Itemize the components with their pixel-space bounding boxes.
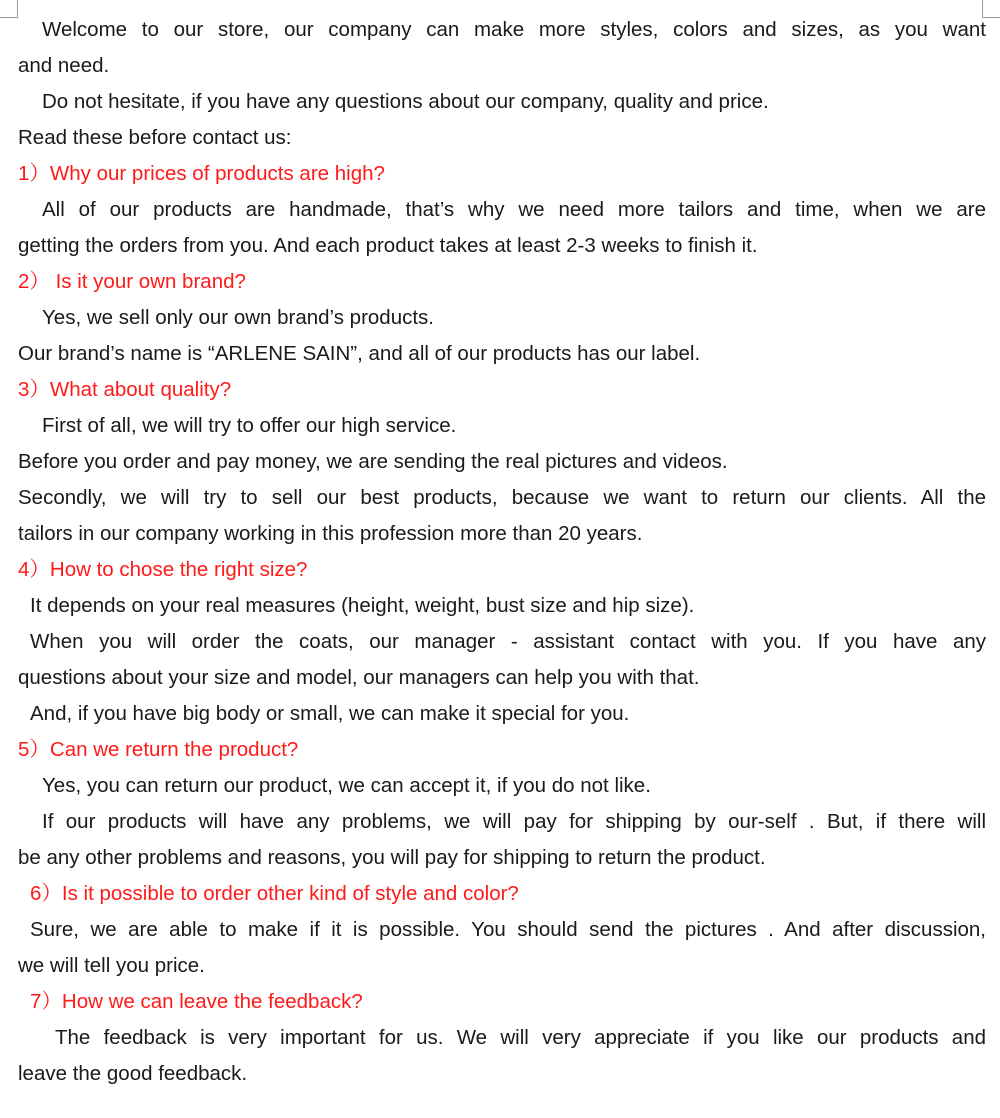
- faq-heading-5: 5）Can we return the product?: [18, 738, 299, 761]
- paragraph-line: be any other problems and reasons, you will pay for shipping to return the product.: [18, 846, 766, 869]
- faq-heading-1: 1）Why our prices of products are high?: [18, 162, 385, 185]
- paragraph-line: The feedback is very important for us. We will very appreciate if you like our products and: [55, 1026, 986, 1049]
- faq-heading-7: 7）How we can leave the feedback?: [30, 990, 363, 1013]
- paragraph-line: leave the good feedback.: [18, 1062, 248, 1085]
- paragraph-line: Sure, we are able to make if it is possible. You should send the pictures . And after discussion,: [30, 918, 986, 941]
- paragraph-line: Welcome to our store, our company can make more styles, colors and sizes, as you want: [42, 18, 986, 41]
- paragraph-line: When you will order the coats, our manager - assistant contact with you. If you have any: [30, 630, 986, 653]
- paragraph-line: Read these before contact us:: [18, 126, 292, 149]
- faq-heading-4: 4）How to chose the right size?: [18, 558, 308, 581]
- paragraph-line: If our products will have any problems, we will pay for shipping by our-self . But, if there will: [42, 810, 986, 833]
- paragraph-line: questions about your size and model, our managers can help you with that.: [18, 666, 700, 689]
- paragraph-line: And, if you have big body or small, we can make it special for you.: [30, 702, 630, 725]
- paragraph-line: we will tell you price.: [18, 954, 205, 977]
- paragraph-line: First of all, we will try to offer our high service.: [42, 414, 457, 437]
- paragraph-line: Yes, you can return our product, we can accept it, if you do not like.: [42, 774, 651, 797]
- paragraph-line: Our brand’s name is “ARLENE SAIN”, and all of our products has our label.: [18, 342, 701, 365]
- paragraph-line: tailors in our company working in this profession more than 20 years.: [18, 522, 643, 545]
- paragraph-line: Secondly, we will try to sell our best products, because we want to return our clients. All the: [18, 486, 986, 509]
- paragraph-line: Before you order and pay money, we are sending the real pictures and videos.: [18, 450, 728, 473]
- paragraph-line: and need.: [18, 54, 110, 77]
- paragraph-line: Yes, we sell only our own brand’s products.: [42, 306, 435, 329]
- faq-heading-2: 2） Is it your own brand?: [18, 270, 246, 293]
- faq-heading-3: 3）What about quality?: [18, 378, 232, 401]
- paragraph-line: getting the orders from you. And each product takes at least 2-3 weeks to finish it.: [18, 234, 758, 257]
- paragraph-line: Do not hesitate, if you have any questions about our company, quality and price.: [42, 90, 769, 113]
- paragraph-line: All of our products are handmade, that’s why we need more tailors and time, when we are: [42, 198, 986, 221]
- paragraph-line: It depends on your real measures (height, weight, bust size and hip size).: [30, 594, 695, 617]
- document-body: [18, 12, 986, 1092]
- faq-heading-6: 6）Is it possible to order other kind of style and color?: [30, 882, 519, 905]
- page-corner-mark-left: [0, 0, 18, 18]
